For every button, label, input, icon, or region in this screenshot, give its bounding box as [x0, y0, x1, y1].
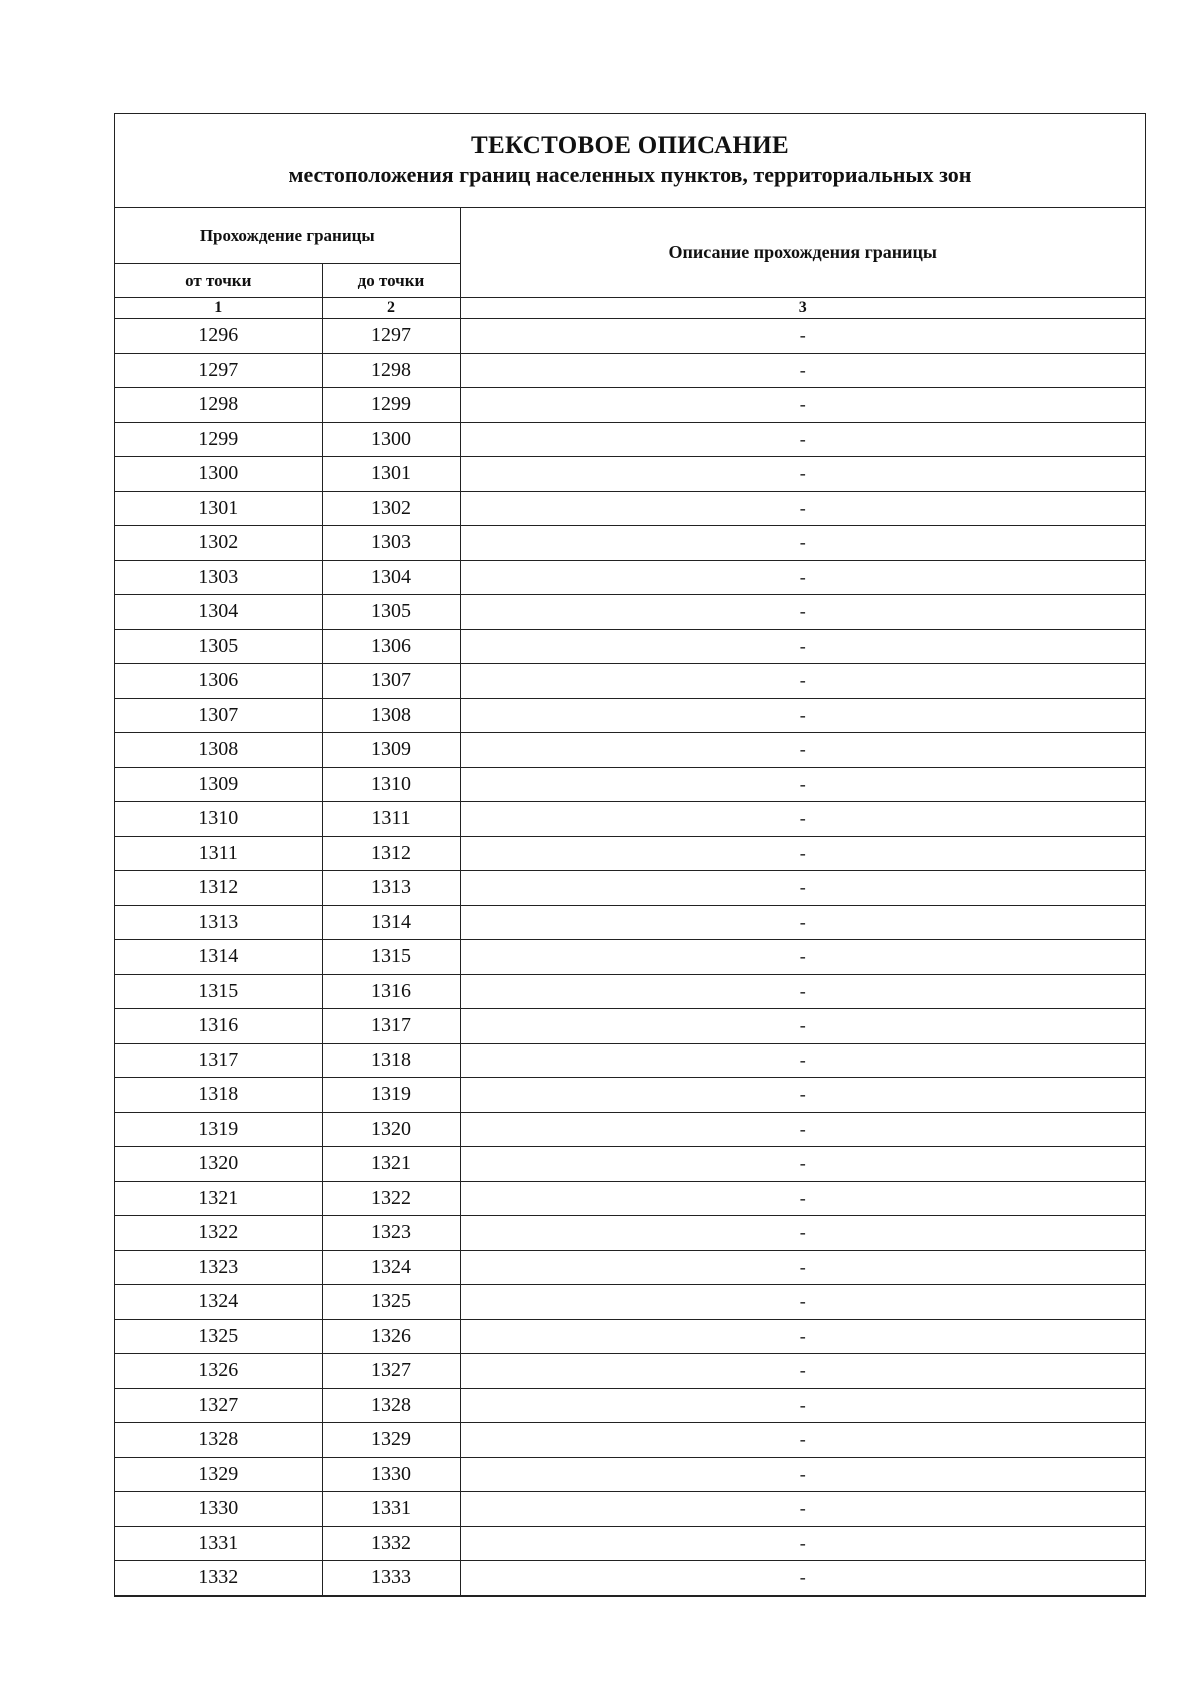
- table-row: [115, 905, 1145, 940]
- from-point-cell: 1332: [115, 1561, 322, 1596]
- from-point-cell: 1307: [115, 698, 322, 733]
- table-row: [115, 974, 1145, 1009]
- to-point-cell: 1323: [322, 1216, 460, 1251]
- table-row: [115, 491, 1145, 526]
- to-point-cell: 1326: [322, 1319, 460, 1354]
- description-cell: -: [460, 940, 1145, 975]
- to-point-cell: 1310: [322, 767, 460, 802]
- description-cell: -: [460, 664, 1145, 699]
- table-row: [115, 836, 1145, 871]
- from-point-cell: 1329: [115, 1457, 322, 1492]
- table-row: [115, 1492, 1145, 1527]
- from-point-cell: 1297: [115, 353, 322, 388]
- table-row: [115, 526, 1145, 561]
- description-cell: -: [460, 1457, 1145, 1492]
- from-point-cell: 1304: [115, 595, 322, 630]
- to-point-cell: 1333: [322, 1561, 460, 1596]
- from-point-cell: 1330: [115, 1492, 322, 1527]
- to-point-cell: 1311: [322, 802, 460, 837]
- description-cell: -: [460, 491, 1145, 526]
- from-point-cell: 1302: [115, 526, 322, 561]
- from-point-cell: 1331: [115, 1526, 322, 1561]
- description-cell: -: [460, 905, 1145, 940]
- to-point-cell: 1301: [322, 457, 460, 492]
- description-cell: -: [460, 836, 1145, 871]
- table-row: [115, 1147, 1145, 1182]
- table-row: [115, 319, 1145, 354]
- table-body: [115, 319, 1145, 1596]
- from-point-cell: 1321: [115, 1181, 322, 1216]
- description-cell: -: [460, 353, 1145, 388]
- to-point-cell: 1308: [322, 698, 460, 733]
- description-cell: -: [460, 1147, 1145, 1182]
- table-row: [115, 1423, 1145, 1458]
- from-point-cell: 1319: [115, 1112, 322, 1147]
- description-cell: -: [460, 698, 1145, 733]
- description-cell: -: [460, 629, 1145, 664]
- description-cell: -: [460, 871, 1145, 906]
- to-point-cell: 1321: [322, 1147, 460, 1182]
- description-cell: -: [460, 1112, 1145, 1147]
- table-row: [115, 871, 1145, 906]
- table-row: [115, 457, 1145, 492]
- to-point-cell: 1316: [322, 974, 460, 1009]
- table-row: [115, 1388, 1145, 1423]
- description-cell: -: [460, 767, 1145, 802]
- table-row: [115, 1457, 1145, 1492]
- description-cell: -: [460, 457, 1145, 492]
- description-cell: -: [460, 1009, 1145, 1044]
- table-row: [115, 1250, 1145, 1285]
- from-point-cell: 1299: [115, 422, 322, 457]
- from-point-cell: 1311: [115, 836, 322, 871]
- boundary-description-sheet: [114, 113, 1146, 1597]
- table-row: [115, 422, 1145, 457]
- table-row: [115, 629, 1145, 664]
- to-point-cell: 1322: [322, 1181, 460, 1216]
- to-point-cell: 1332: [322, 1526, 460, 1561]
- to-point-cell: 1319: [322, 1078, 460, 1113]
- from-point-cell: 1326: [115, 1354, 322, 1389]
- from-point-cell: 1322: [115, 1216, 322, 1251]
- to-point-cell: 1303: [322, 526, 460, 561]
- from-point-cell: 1305: [115, 629, 322, 664]
- to-point-cell: 1325: [322, 1285, 460, 1320]
- from-point-cell: 1301: [115, 491, 322, 526]
- to-point-cell: 1327: [322, 1354, 460, 1389]
- from-point-cell: 1298: [115, 388, 322, 423]
- from-point-cell: 1327: [115, 1388, 322, 1423]
- from-point-cell: 1312: [115, 871, 322, 906]
- to-point-cell: 1314: [322, 905, 460, 940]
- from-point-cell: 1316: [115, 1009, 322, 1044]
- document-subtitle: местоположения границ населенных пунктов, территориальных зон: [288, 162, 972, 187]
- from-point-cell: 1306: [115, 664, 322, 699]
- from-point-cell: 1308: [115, 733, 322, 768]
- table-row: [115, 1561, 1145, 1596]
- to-point-cell: 1312: [322, 836, 460, 871]
- description-cell: -: [460, 1492, 1145, 1527]
- from-point-cell: 1323: [115, 1250, 322, 1285]
- description-cell: -: [460, 1043, 1145, 1078]
- from-point-cell: 1325: [115, 1319, 322, 1354]
- to-point-cell: 1305: [322, 595, 460, 630]
- description-cell: -: [460, 1319, 1145, 1354]
- description-cell: -: [460, 1216, 1145, 1251]
- table-row: [115, 1285, 1145, 1320]
- table-row: [115, 664, 1145, 699]
- description-cell: -: [460, 733, 1145, 768]
- description-cell: -: [460, 1181, 1145, 1216]
- from-point-cell: 1324: [115, 1285, 322, 1320]
- to-point-cell: 1324: [322, 1250, 460, 1285]
- from-point-cell: 1303: [115, 560, 322, 595]
- header-description: Описание прохождения границы: [460, 208, 1145, 298]
- title-block: [115, 114, 1145, 208]
- from-point-cell: 1300: [115, 457, 322, 492]
- from-point-cell: 1317: [115, 1043, 322, 1078]
- table-row: [115, 1354, 1145, 1389]
- to-point-cell: 1299: [322, 388, 460, 423]
- table-row: [115, 1043, 1145, 1078]
- description-cell: -: [460, 1423, 1145, 1458]
- to-point-cell: 1328: [322, 1388, 460, 1423]
- header-from-point: от точки: [115, 264, 322, 298]
- description-cell: -: [460, 1388, 1145, 1423]
- table-row: [115, 353, 1145, 388]
- header-to-point: до точки: [322, 264, 460, 298]
- description-cell: -: [460, 1354, 1145, 1389]
- boundary-table: [115, 208, 1145, 1596]
- to-point-cell: 1306: [322, 629, 460, 664]
- table-row: [115, 1319, 1145, 1354]
- description-cell: -: [460, 595, 1145, 630]
- description-cell: -: [460, 422, 1145, 457]
- table-row: [115, 802, 1145, 837]
- to-point-cell: 1313: [322, 871, 460, 906]
- to-point-cell: 1330: [322, 1457, 460, 1492]
- description-cell: -: [460, 1078, 1145, 1113]
- description-cell: -: [460, 1561, 1145, 1596]
- to-point-cell: 1320: [322, 1112, 460, 1147]
- table-row: [115, 595, 1145, 630]
- table-row: [115, 1009, 1145, 1044]
- table-row: [115, 1526, 1145, 1561]
- table-row: [115, 1216, 1145, 1251]
- from-point-cell: 1309: [115, 767, 322, 802]
- from-point-cell: 1318: [115, 1078, 322, 1113]
- from-point-cell: 1313: [115, 905, 322, 940]
- table-row: [115, 1078, 1145, 1113]
- to-point-cell: 1307: [322, 664, 460, 699]
- from-point-cell: 1310: [115, 802, 322, 837]
- from-point-cell: 1315: [115, 974, 322, 1009]
- description-cell: -: [460, 1526, 1145, 1561]
- header-boundary-passage: Прохождение границы: [115, 208, 460, 264]
- to-point-cell: 1300: [322, 422, 460, 457]
- to-point-cell: 1315: [322, 940, 460, 975]
- to-point-cell: 1298: [322, 353, 460, 388]
- to-point-cell: 1304: [322, 560, 460, 595]
- column-number-2: 2: [322, 298, 460, 319]
- description-cell: -: [460, 526, 1145, 561]
- description-cell: -: [460, 802, 1145, 837]
- to-point-cell: 1297: [322, 319, 460, 354]
- description-cell: -: [460, 974, 1145, 1009]
- column-number-1: 1: [115, 298, 322, 319]
- table-row: [115, 388, 1145, 423]
- from-point-cell: 1328: [115, 1423, 322, 1458]
- table-row: [115, 698, 1145, 733]
- from-point-cell: 1320: [115, 1147, 322, 1182]
- from-point-cell: 1296: [115, 319, 322, 354]
- table-row: [115, 560, 1145, 595]
- description-cell: -: [460, 560, 1145, 595]
- document-title: ТЕКСТОВОЕ ОПИСАНИЕ: [471, 132, 789, 159]
- description-cell: -: [460, 319, 1145, 354]
- to-point-cell: 1318: [322, 1043, 460, 1078]
- table-row: [115, 1181, 1145, 1216]
- description-cell: -: [460, 1250, 1145, 1285]
- to-point-cell: 1331: [322, 1492, 460, 1527]
- from-point-cell: 1314: [115, 940, 322, 975]
- table-row: [115, 767, 1145, 802]
- table-row: [115, 1112, 1145, 1147]
- description-cell: -: [460, 1285, 1145, 1320]
- table-row: [115, 733, 1145, 768]
- to-point-cell: 1329: [322, 1423, 460, 1458]
- column-number-3: 3: [460, 298, 1145, 319]
- table-row: [115, 940, 1145, 975]
- to-point-cell: 1317: [322, 1009, 460, 1044]
- description-cell: -: [460, 388, 1145, 423]
- to-point-cell: 1309: [322, 733, 460, 768]
- to-point-cell: 1302: [322, 491, 460, 526]
